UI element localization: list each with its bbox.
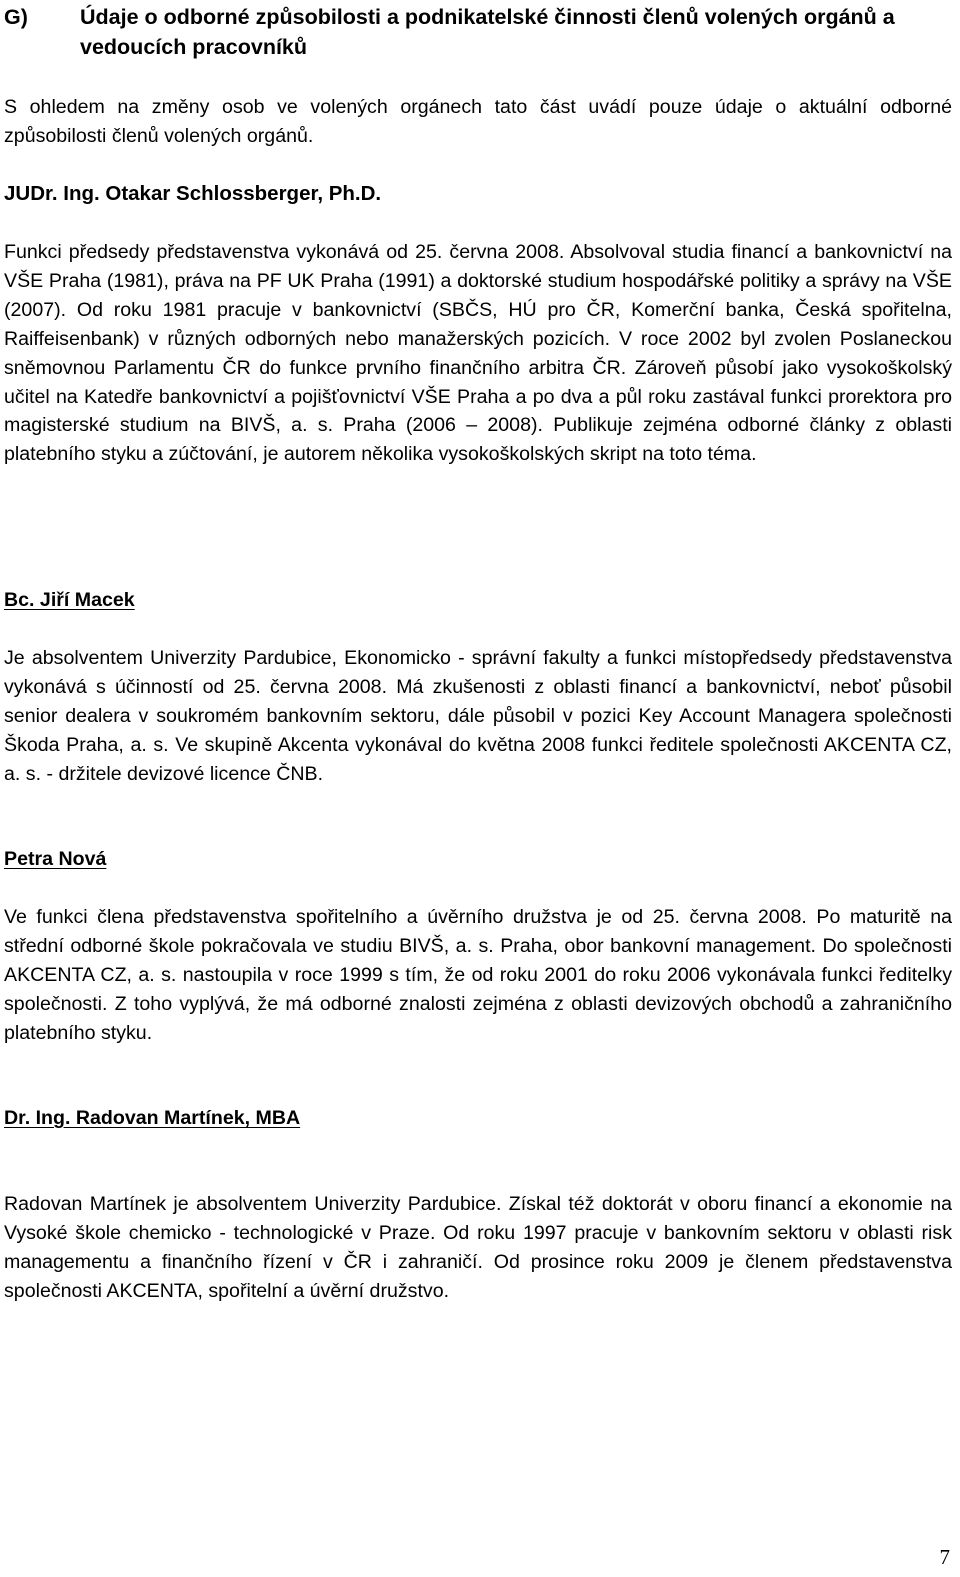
person-name-macek: Bc. Jiří Macek [4,589,135,611]
person-bio-schlossberger: Funkci předsedy představenstva vykonává od 25. června 2008. Absolvoval studia financí a bankovnictví na VŠE Praha (1981), práva na PF UK Praha (1991) a doktorské studium hospodářské politiky a správy na VŠE (2007). Od roku 1981 pracuje v bankovnictví (SBČS, HÚ pro ČR, Komerční banka, Česká spořitelna, Raiffeisenbank) v různých odborných nebo manažerských pozicích. V roce 2002 byl zvolen Poslaneckou sněmovnou Parlamentu ČR do funkce prvního finančního arbitra ČR. Zároveň působí jako vysokoškolský učitel na Katedře bankovnictví a pojišťovnictví VŠE Praha a po dva a půl roku zastával funkci prorektora pro magisterské studium na BIVŠ, a. s. Praha (2006 – 2008). Publikuje zejména odborné články z oblasti platebního styku a zúčtování, je autorem několika vysokoškolských skript na toto téma. [4,241,952,466]
person-bio-martinek: Radovan Martínek je absolventem Univerzity Pardubice. Získal též doktorát v oboru financí a ekonomie na Vysoké škole chemicko - technologické v Praze. Od roku 1997 pracuje v bankovním sektoru v oblasti risk managementu a finančního řízení v ČR i zahraničí. Od prosince roku 2009 je členem představenstva společnosti AKCENTA, spořitelní a úvěrní družstvo. [4,1193,952,1302]
intro-paragraph: S ohledem na změny osob ve volených orgánech tato část uvádí pouze údaje o aktuální odborné způsobilosti členů volených orgánů. [4,96,952,147]
person-name-martinek: Dr. Ing. Radovan Martínek, MBA [4,1107,301,1129]
person-bio-macek: Je absolventem Univerzity Pardubice, Ekonomicko - správní fakulty a funkci místopředsedy představenstva vykonává s účinností od 25. června 2008. Má zkušenosti z oblasti financí a bankovnictví, neboť působil senior dealera v soukromém bankovním sektoru, dále působil v pozici Key Account Managera společnosti Škoda Praha, a. s. Ve skupině Akcenta vykonával do května 2008 funkci ředitele společnosti AKCENTA CZ, a. s. - držitele devizové licence ČNB. [4,647,952,785]
person-bio-nova: Ve funkci člena představenstva spořitelního a úvěrního družstva je od 25. června 2008. Po maturitě na střední odborné škole pokračovala ve studiu BIVŠ, a. s. Praha, obor bankovní management. Do společnosti AKCENTA CZ, a. s. nastoupila v roce 1999 s tím, že od roku 2001 do roku 2006 vykonávala funkci ředitelky společnosti. Z toho vyplývá, že má odborné znalosti zejména z oblasti devizových obchodů a zahraničního platebního styku. [4,906,952,1044]
person-name-schlossberger: JUDr. Ing. Otakar Schlossberger, Ph.D. [4,182,382,205]
section-title: Údaje o odborné způsobilosti a podnikatelské činnosti členů volených orgánů a vedoucích pracovníků [80,5,895,59]
section-letter: G) [4,5,28,29]
person-name-nova: Petra Nová [4,848,107,870]
page-number: 7 [939,1545,950,1569]
